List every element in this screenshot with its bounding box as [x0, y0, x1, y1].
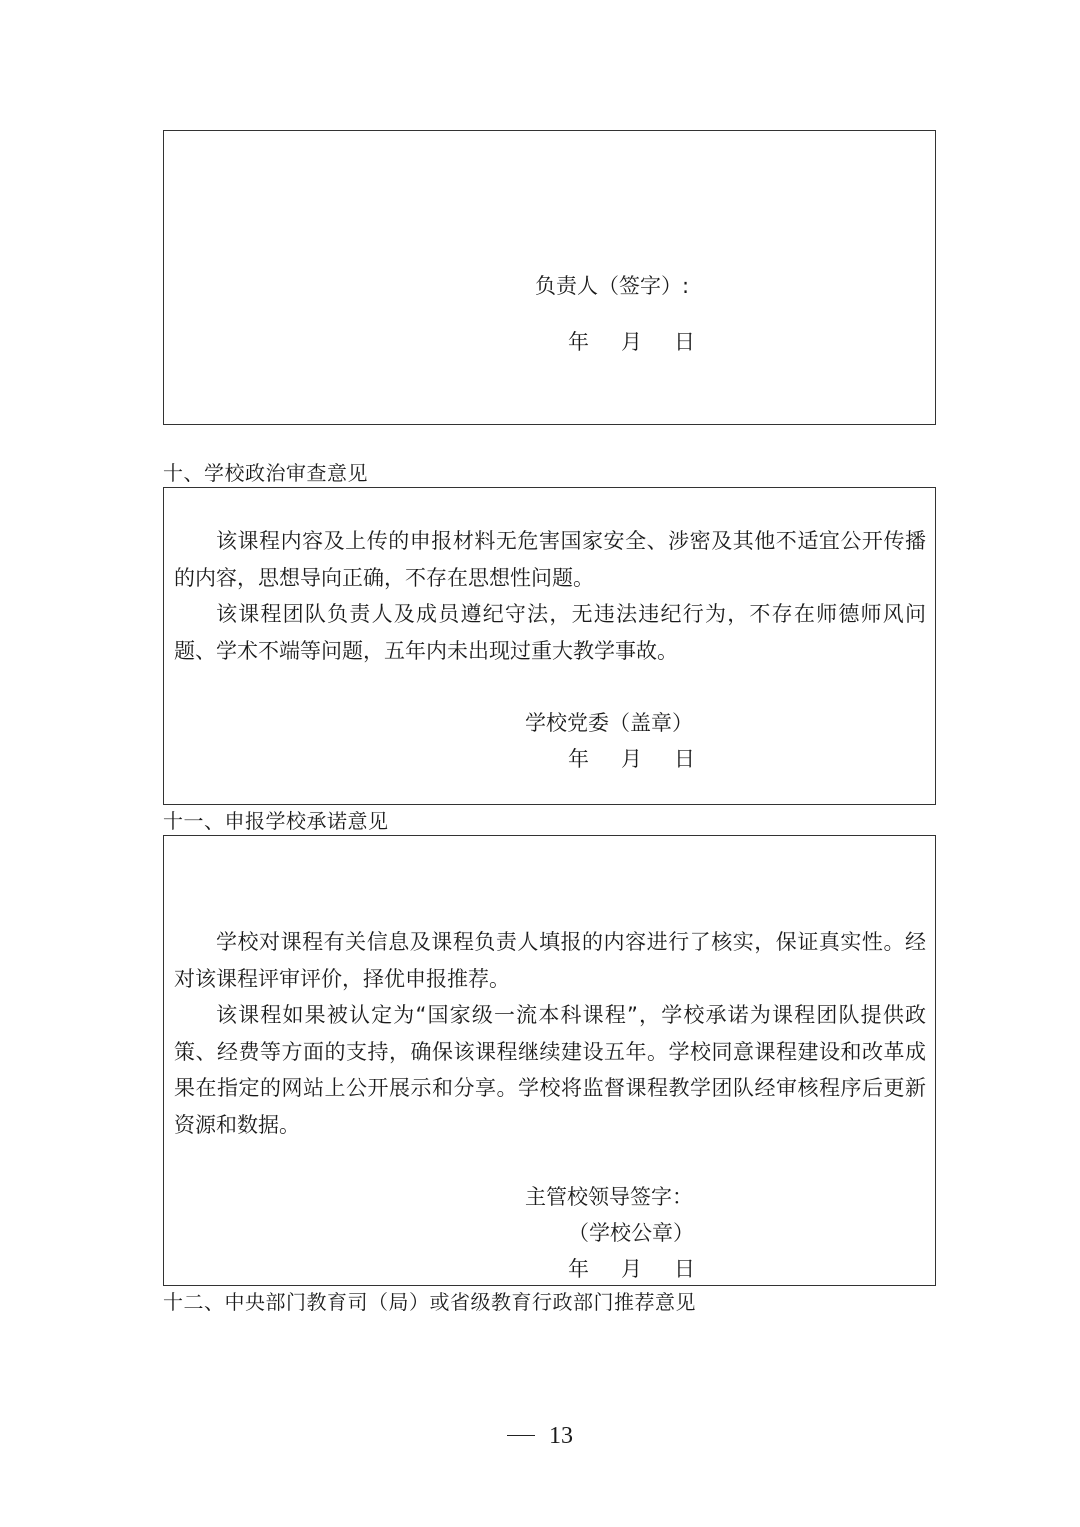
date-line: [568, 741, 695, 777]
date-month: 月: [621, 330, 642, 354]
date-month: 月: [621, 1257, 642, 1281]
date-month: 月: [621, 747, 642, 771]
signer-label: 主管校领导签字：: [525, 1185, 693, 1209]
section-11-para-2: 该课程如果被认定为“国家级一流本科课程”，学校承诺为课程团队提供政策、经费等方面的支持，确保该课程继续建设五年。学校同意课程建设和改革成果在指定的网站上公开展示和分享。学校将监督课程教学团队经审核程序后更新资源和数据。: [174, 1003, 926, 1137]
date-day: 日: [674, 330, 695, 354]
date-year: 年: [568, 330, 589, 354]
date-year: 年: [568, 747, 589, 771]
date-line: [568, 324, 695, 360]
section-11-box: [163, 835, 936, 1286]
section-12-heading: 十二、中央部门教育司（局）或省级教育行政部门推荐意见: [163, 1290, 696, 1314]
footer-dash: [507, 1435, 535, 1436]
date-line: [568, 1251, 695, 1287]
date-year: 年: [568, 1257, 589, 1281]
stamp-label: 学校党委（盖章）: [525, 711, 693, 735]
page-number: 13: [549, 1423, 573, 1449]
signer-label: 负责人（签字）:: [535, 274, 690, 298]
date-day: 日: [674, 747, 695, 771]
section-11-heading: 十一、申报学校承诺意见: [163, 809, 389, 833]
section-10-heading: 十、学校政治审查意见: [163, 461, 368, 485]
section-10-para-2: 该课程团队负责人及成员遵纪守法，无违法违纪行为，不存在师德师风问题、学术不端等问题，五年内未出现过重大教学事故。: [174, 602, 926, 663]
section-11-para-1: 学校对课程有关信息及课程负责人填报的内容进行了核实，保证真实性。经对该课程评审评价，择优申报推荐。: [174, 930, 926, 991]
page-footer: [0, 1418, 1080, 1454]
date-day: 日: [674, 1257, 695, 1281]
signature-box-top: [163, 130, 936, 425]
section-10-box: [163, 487, 936, 805]
stamp-label: （学校公章）: [568, 1221, 694, 1245]
section-10-para-1: 该课程内容及上传的申报材料无危害国家安全、涉密及其他不适宜公开传播的内容，思想导向正确，不存在思想性问题。: [174, 529, 926, 590]
